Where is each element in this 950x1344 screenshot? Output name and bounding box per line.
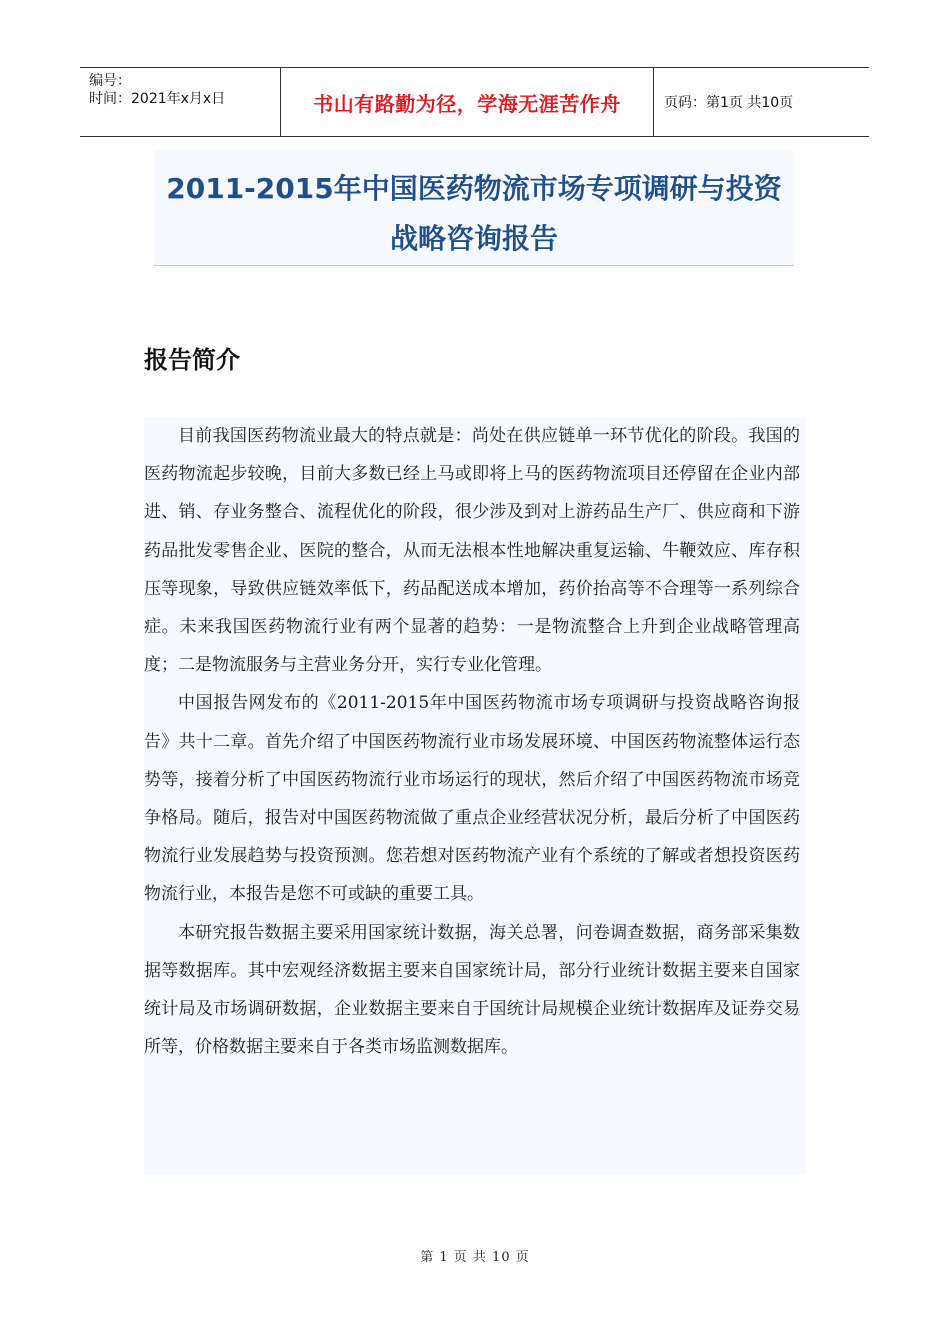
page-footer: 第 1 页 共 10 页 xyxy=(420,1250,530,1265)
time-label: 时间：2021年x月x日 xyxy=(89,91,226,107)
document-title: 2011-2015年中国医药物流市场专项调研与投资战略咨询报告 xyxy=(166,172,782,255)
section-heading: 报告简介 xyxy=(144,346,240,374)
number-label: 编号： xyxy=(89,73,131,89)
motto: 书山有路勤为径，学海无涯苦作舟 xyxy=(313,91,621,116)
paragraph: 本研究报告数据主要采用国家统计数据，海关总署，问卷调查数据，商务部采集数据等数据库。其中宏观经济数据主要来自国家统计局，部分行业统计数据主要来自国家统计局及市场调研数据，企业数据主要来自于国统计局规模企业统计数据库及证券交易所等，价格数据主要来自于各类市场监测数据库。 xyxy=(144,922,800,1058)
header-page-code-cell xyxy=(654,68,869,136)
paragraph: 中国报告网发布的《2011-2015年中国医药物流市场专项调研与投资战略咨询报告》共十二章。首先介绍了中国医药物流行业市场发展环境、中国医药物流整体运行态势等，接着分析了中国医药物流行业市场运行的现状，然后介绍了中国医药物流市场竞争格局。随后，报告对中国医药物流做了重点企业经营状况分析，最后分析了中国医药物流行业发展趋势与投资预测。您若想对医药物流产业有个系统的了解或者想投资医药物流行业，本报告是您不可或缺的重要工具。 xyxy=(144,693,800,905)
page-code: 页码：第1页 共10页 xyxy=(664,95,794,111)
document-header xyxy=(80,67,869,137)
title-box xyxy=(154,150,794,266)
report-body xyxy=(144,417,806,1175)
header-motto-cell xyxy=(280,68,654,136)
header-meta xyxy=(80,68,280,136)
paragraph: 目前我国医药物流业最大的特点就是：尚处在供应链单一环节优化的阶段。我国的医药物流起步较晚，目前大多数已经上马或即将上马的医药物流项目还停留在企业内部进、销、存业务整合、流程优化的阶段，很少涉及到对上游药品生产厂、供应商和下游药品批发零售企业、医院的整合，从而无法根本性地解决重复运输、牛鞭效应、库存积压等现象，导致供应链效率低下，药品配送成本增加，药价抬高等不合理等一系列综合症。未来我国医药物流行业有两个显著的趋势：一是物流整合上升到企业战略管理高度；二是物流服务与主营业务分开，实行专业化管理。 xyxy=(144,426,800,676)
